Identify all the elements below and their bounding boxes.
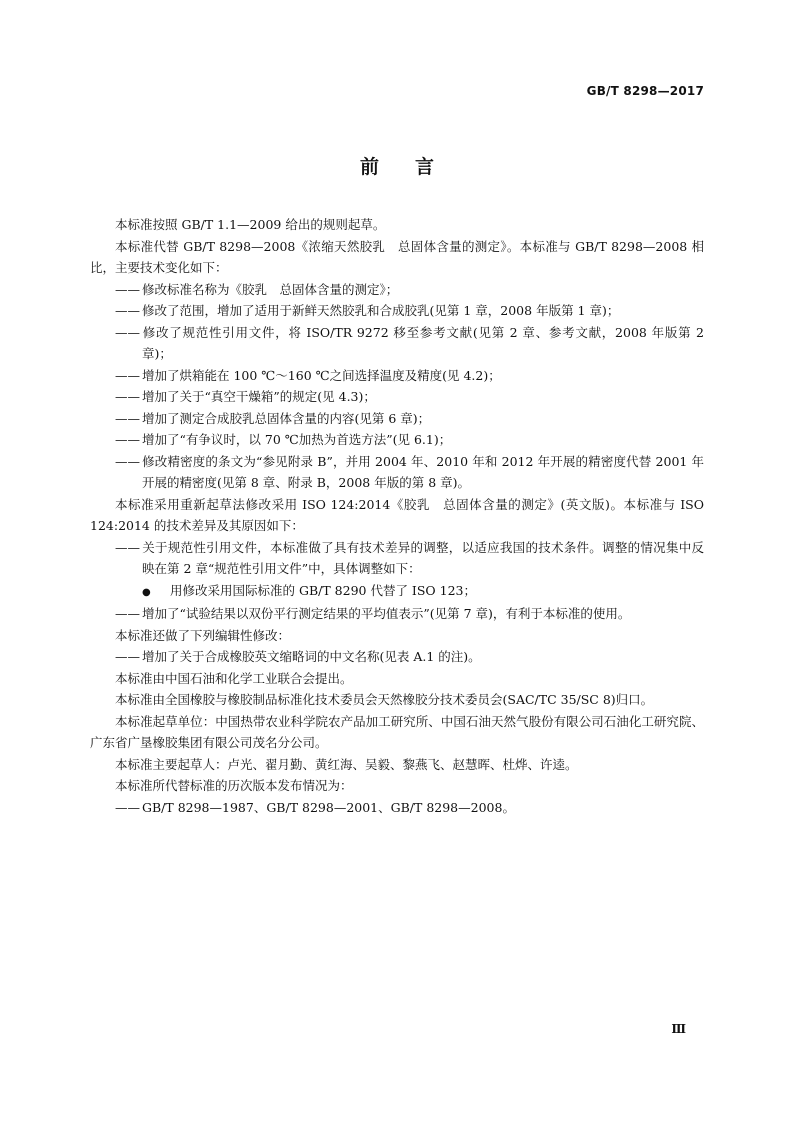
list-item: [90, 646, 704, 668]
dash-marker: ——: [115, 539, 140, 555]
list-item: [90, 537, 704, 580]
list-item: [90, 386, 704, 408]
dash-marker: ——: [115, 649, 140, 664]
dash-marker: ——: [115, 432, 140, 447]
paragraph: 本标准代替 GB/T 8298—2008《浓缩天然胶乳 总固体含量的测定》。本标准与 GB/T 8298—2008 相比，主要技术变化如下：: [90, 238, 704, 275]
bullet-icon: ●: [142, 586, 151, 598]
foreword-body: [90, 214, 704, 818]
bullet-item: [90, 580, 704, 604]
paragraph: 本标准按照 GB/T 1.1—2009 给出的规则起草。: [115, 217, 386, 232]
list-item-text: 修改精密度的条文为“参见附录 B”，并用 2004 年、2010 年和 2012 年开展的精密度代替 2001 年开展的精密度(见第 8 章、附录 B，2008 年版的第 8 章)。: [142, 453, 704, 490]
list-item: [90, 451, 704, 494]
dash-marker: ——: [115, 324, 140, 340]
paragraph: 本标准主要起草人：卢光、翟月勤、黄红海、吴毅、黎燕飞、赵慧晖、杜烨、许逵。: [115, 756, 578, 772]
dash-marker: ——: [115, 799, 140, 815]
paragraph: 本标准还做了下列编辑性修改：: [115, 627, 291, 643]
standard-number-header: GB/T 8298—2017: [586, 84, 704, 98]
list-item-text: 修改标准名称为《胶乳 总固体含量的测定》；: [142, 281, 399, 297]
paragraph: 本标准由全国橡胶与橡胶制品标准化技术委员会天然橡胶分技术委员会(SAC/TC 35/SC 8)归口。: [115, 692, 654, 707]
bullet-item-text: 用修改采用国际标准的 GB/T 8290 代替了 ISO 123；: [170, 582, 477, 598]
list-item: [90, 797, 704, 819]
list-item: [90, 603, 704, 625]
page-title: 前言: [359, 156, 470, 178]
list-item-text: GB/T 8298—1987、GB/T 8298—2001、GB/T 8298—2008。: [142, 799, 515, 815]
dash-marker: ——: [115, 281, 140, 297]
list-item-text: 修改了范围，增加了适用于新鲜天然胶乳和合成胶乳(见第 1 章，2008 年版第 1 章)；: [142, 303, 620, 318]
list-item-text: 增加了“试验结果以双份平行测定结果的平均值表示”(见第 7 章)，有利于本标准的使用。: [142, 606, 631, 621]
list-item-text: 增加了“有争议时，以 70 ℃加热为首选方法”(见 6.1)；: [142, 432, 452, 447]
dash-marker: ——: [115, 367, 140, 383]
list-item: [90, 365, 704, 387]
list-item: [90, 429, 704, 451]
dash-marker: ——: [115, 453, 140, 469]
page-number: Ⅲ: [671, 1022, 686, 1036]
paragraph: 本标准采用重新起草法修改采用 ISO 124:2014《胶乳 总固体含量的测定》(英文版)。本标准与 ISO 124:2014 的技术差异及其原因如下：: [90, 496, 704, 533]
dash-marker: ——: [115, 606, 140, 621]
list-item-text: 增加了测定合成胶乳总固体含量的内容(见第 6 章)；: [142, 410, 431, 426]
list-item: [90, 322, 704, 365]
dash-marker: ——: [115, 389, 140, 404]
list-item-text: 增加了关于合成橡胶英文缩略词的中文名称(见表 A.1 的注)。: [142, 649, 481, 664]
list-item-text: 关于规范性引用文件，本标准做了具有技术差异的调整，以适应我国的技术条件。调整的情况集中反映在第 2 章“规范性引用文件”中，具体调整如下：: [142, 539, 704, 576]
dash-marker: ——: [115, 303, 140, 318]
list-item-text: 增加了烘箱能在 100 ℃～160 ℃之间选择温度及精度(见 4.2)；: [142, 367, 501, 383]
list-item: [90, 279, 704, 301]
list-item-text: 修改了规范性引用文件，将 ISO/TR 9272 移至参考文献(见第 2 章、参考文献，2008 年版第 2 章)；: [142, 324, 704, 361]
paragraph: 本标准所代替标准的历次版本发布情况为：: [115, 778, 353, 793]
list-item: [90, 300, 704, 322]
dash-marker: ——: [115, 410, 140, 426]
paragraph: 本标准由中国石油和化学工业联合会提出。: [115, 670, 353, 686]
list-item-text: 增加了关于“真空干燥箱”的规定(见 4.3)；: [142, 389, 376, 404]
paragraph: 本标准起草单位：中国热带农业科学院农产品加工研究所、中国石油天然气股份有限公司石油化工研究院、广东省广垦橡胶集团有限公司茂名分公司。: [90, 713, 704, 750]
list-item: [90, 408, 704, 430]
